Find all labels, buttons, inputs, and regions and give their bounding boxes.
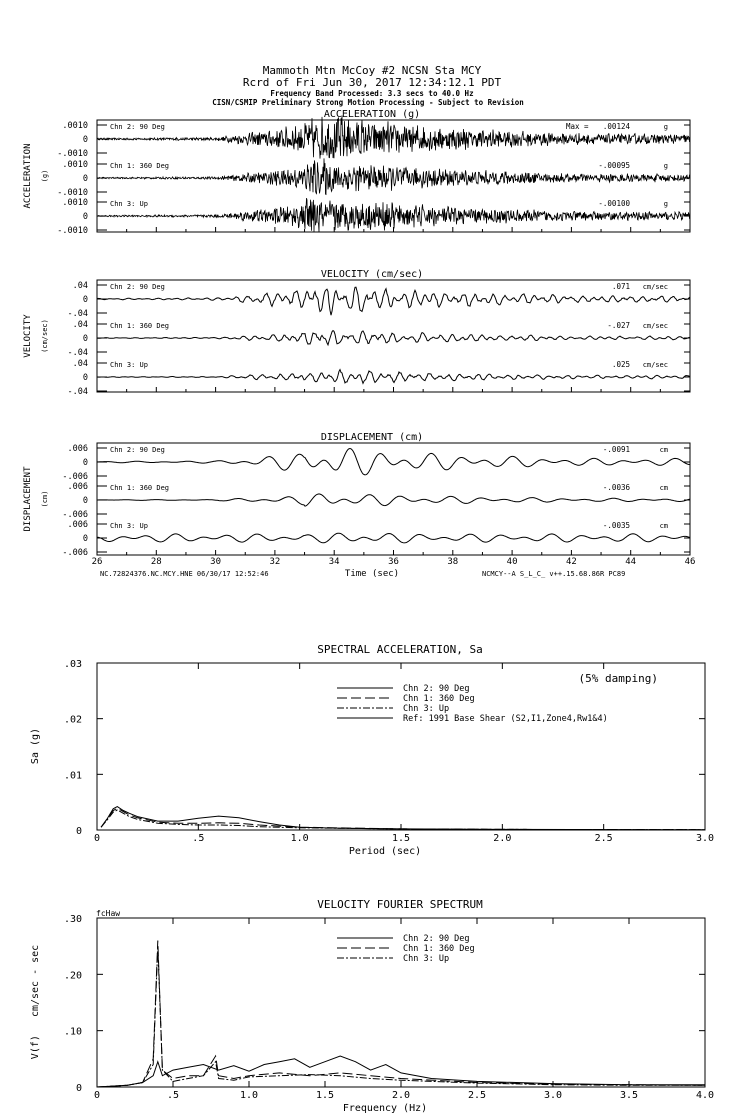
channel-label: Chn 1: 360 Deg (110, 322, 170, 330)
footer-left: NC.72824376.NC.MCY.HNE 06/30/17 12:52:46 (100, 570, 269, 578)
x-tick-label: 28 (150, 557, 162, 567)
y-tick-label: -.006 (62, 472, 88, 482)
channel-label: Chn 2: 90 Deg (110, 446, 165, 454)
y-axis-unit: (g) (41, 169, 49, 183)
panel-frame (97, 280, 690, 392)
x-tick-label: 0 (93, 1090, 101, 1101)
y-tick-label: -.04 (67, 387, 88, 397)
channel-peak-value: -.00100 (598, 199, 630, 208)
legend-label: Ref: 1991 Base Shear (S2,I1,Zone4,Rw1&4) (403, 714, 608, 724)
time-series-panel-2 (23, 432, 695, 567)
waveform-chn-1-360-deg (97, 331, 690, 345)
series-line-2 (97, 946, 705, 1087)
sa-title: SPECTRAL ACCELERATION, Sa (317, 643, 483, 656)
channel-peak-unit: cm (659, 484, 668, 492)
panel-title: DISPLACEMENT (cm) (320, 432, 424, 443)
channel-label: Chn 3: Up (110, 522, 148, 530)
waveform-chn-3-up (97, 533, 690, 543)
x-tick-label: 3.0 (543, 1090, 563, 1101)
y-tick-label: .04 (72, 359, 88, 369)
y-tick-label: 0 (82, 373, 88, 383)
series-line-1 (97, 941, 705, 1088)
header-record-time: Rcrd of Fri Jun 30, 2017 12:34:12.1 PDT (242, 76, 502, 89)
y-tick-label: .006 (67, 482, 88, 492)
x-tick-label: 1.5 (315, 1090, 335, 1101)
channel-peak-value: .071 (611, 282, 630, 291)
x-tick-label: 38 (447, 557, 459, 567)
legend-label: Chn 3: Up (403, 954, 450, 964)
channel-peak-value: -.0035 (602, 521, 630, 530)
footer-right: NCMCY--A S_L_C_ v++.15.68.86R PC89 (482, 570, 626, 578)
waveform-chn-2-90-deg (97, 287, 690, 315)
x-tick-label: 1.5 (391, 833, 411, 844)
header-frequency-band: Frequency Band Processed: 3.3 secs to 40.0 Hz (270, 89, 474, 98)
panel-frame (97, 918, 705, 1087)
channel-label: Chn 1: 360 Deg (110, 162, 170, 170)
spectrum-panel-4 (64, 909, 714, 1101)
x-tick-label: .5 (166, 1090, 180, 1101)
channel-peak-unit: g (663, 200, 668, 208)
header-station: Mammoth Mtn McCoy #2 NCSN Sta MCY (262, 64, 482, 77)
sa-y-axis-label: Sa (g) (30, 727, 41, 765)
x-tick-label: 2.5 (594, 833, 613, 844)
y-tick-label: -.0010 (57, 149, 88, 159)
y-axis-unit: (cm) (41, 490, 49, 508)
x-tick-label: .5 (192, 833, 205, 844)
channel-label: Chn 2: 90 Deg (110, 283, 165, 291)
x-tick-label: 34 (328, 557, 340, 567)
sa-x-axis-label: Period (sec) (348, 846, 422, 857)
x-tick-label: 4.0 (695, 1090, 715, 1101)
y-tick-label: -.04 (67, 309, 88, 319)
time-series-panel-1 (23, 269, 690, 397)
x-tick-label: 32 (269, 557, 281, 567)
y-tick-label: .10 (63, 1026, 82, 1038)
y-tick-label: 0 (82, 496, 88, 506)
panel-title: ACCELERATION (g) (323, 109, 421, 120)
legend-label: Chn 2: 90 Deg (403, 934, 470, 944)
channel-peak-value: -.0036 (602, 483, 630, 492)
y-tick-label: .006 (67, 444, 88, 454)
x-tick-label: 1.0 (239, 1090, 259, 1101)
x-tick-label: 3.5 (619, 1090, 639, 1101)
y-tick-label: .03 (63, 659, 82, 670)
header-disclaimer: CISN/CSMIP Preliminary Strong Motion Processing - Subject to Revision (212, 98, 524, 107)
legend-label: Chn 1: 360 Deg (403, 944, 475, 954)
waveform-chn-2-90-deg (97, 116, 690, 159)
x-tick-label: 1.0 (290, 833, 309, 844)
time-axis-label: Time (sec) (344, 569, 400, 579)
x-tick-label: 2.5 (467, 1090, 487, 1101)
fourier-title: VELOCITY FOURIER SPECTRUM (317, 898, 483, 911)
y-tick-label: 0 (82, 295, 88, 305)
x-tick-label: 0 (93, 833, 101, 844)
y-tick-label: .0010 (62, 198, 88, 208)
time-series-panel-0 (23, 109, 690, 236)
waveform-chn-1-360-deg (97, 494, 690, 506)
fourier-y-axis-label: V(f) cm/sec - sec (30, 944, 41, 1060)
panel-frame (97, 663, 705, 830)
channel-label: Chn 1: 360 Deg (110, 484, 170, 492)
x-tick-label: 46 (684, 557, 696, 567)
y-tick-label: .006 (67, 520, 88, 530)
x-tick-label: 30 (210, 557, 222, 567)
y-axis-label: VELOCITY (23, 314, 33, 358)
x-tick-label: 36 (388, 557, 399, 567)
y-tick-label: .20 (63, 970, 82, 982)
channel-peak-value: .025 (611, 360, 630, 369)
header (212, 64, 524, 107)
y-tick-label: -.006 (62, 510, 88, 520)
channel-peak-value: .00124 (602, 122, 630, 131)
legend-label: Chn 2: 90 Deg (403, 684, 470, 694)
y-tick-label: 0 (82, 135, 88, 145)
channel-peak-unit: g (663, 162, 668, 170)
y-tick-label: 0 (82, 334, 88, 344)
y-tick-label: 0 (82, 534, 88, 544)
fourier-x-axis-label: Frequency (Hz) (342, 1103, 428, 1114)
sa-damping-note: (5% damping) (578, 672, 658, 685)
y-tick-label: 0 (82, 458, 88, 468)
y-tick-label: -.04 (67, 348, 88, 358)
channel-peak-unit: g (663, 123, 668, 131)
channel-label: Chn 2: 90 Deg (110, 123, 165, 131)
channel-peak-unit: cm/sec (642, 322, 668, 330)
y-tick-label: -.006 (62, 548, 88, 558)
legend-label: Chn 1: 360 Deg (403, 694, 475, 704)
y-tick-label: .02 (63, 714, 82, 726)
y-axis-label: DISPLACEMENT (23, 466, 33, 532)
series-line-0 (101, 807, 705, 830)
y-tick-label: .01 (63, 770, 82, 782)
spectrum-panel-3 (64, 659, 714, 844)
channel-label: Chn 3: Up (110, 361, 148, 369)
y-axis-label: ACCELERATION (23, 143, 33, 209)
max-label: Max = (566, 122, 589, 131)
channel-peak-unit: cm/sec (642, 283, 668, 291)
x-tick-label: 40 (506, 557, 518, 567)
y-tick-label: -.0010 (57, 188, 88, 198)
channel-peak-unit: cm (659, 446, 668, 454)
waveform-chn-2-90-deg (97, 449, 690, 475)
y-tick-label: .04 (72, 320, 88, 330)
x-tick-label: 3.0 (695, 833, 715, 844)
series-line-2 (101, 810, 705, 830)
channel-peak-value: -.00095 (598, 161, 630, 170)
y-tick-label: .0010 (62, 121, 88, 131)
y-tick-label: 0 (75, 826, 82, 837)
y-tick-label: .0010 (62, 160, 88, 170)
x-tick-label: 26 (91, 557, 103, 567)
y-tick-label: 0 (75, 1083, 82, 1094)
y-tick-label: .04 (72, 281, 88, 291)
x-tick-label: 2.0 (391, 1090, 411, 1101)
x-tick-label: 42 (565, 557, 577, 567)
channel-peak-unit: cm/sec (642, 361, 668, 369)
y-tick-label: .30 (63, 914, 82, 925)
x-tick-label: 2.0 (493, 833, 512, 844)
corner-label: fcHaw (96, 909, 121, 918)
panel-title: VELOCITY (cm/sec) (320, 269, 424, 280)
legend-label: Chn 3: Up (403, 704, 450, 714)
channel-peak-value: -.0091 (602, 445, 630, 454)
channel-peak-value: -.027 (607, 321, 630, 330)
channel-peak-unit: cm (659, 522, 668, 530)
channel-label: Chn 3: Up (110, 200, 148, 208)
waveform-chn-3-up (97, 370, 690, 384)
x-tick-label: 44 (625, 557, 637, 567)
y-tick-label: -.0010 (57, 226, 88, 236)
y-tick-label: 0 (82, 174, 88, 184)
y-tick-label: 0 (82, 212, 88, 222)
y-axis-unit: (cm/sec) (41, 319, 49, 353)
